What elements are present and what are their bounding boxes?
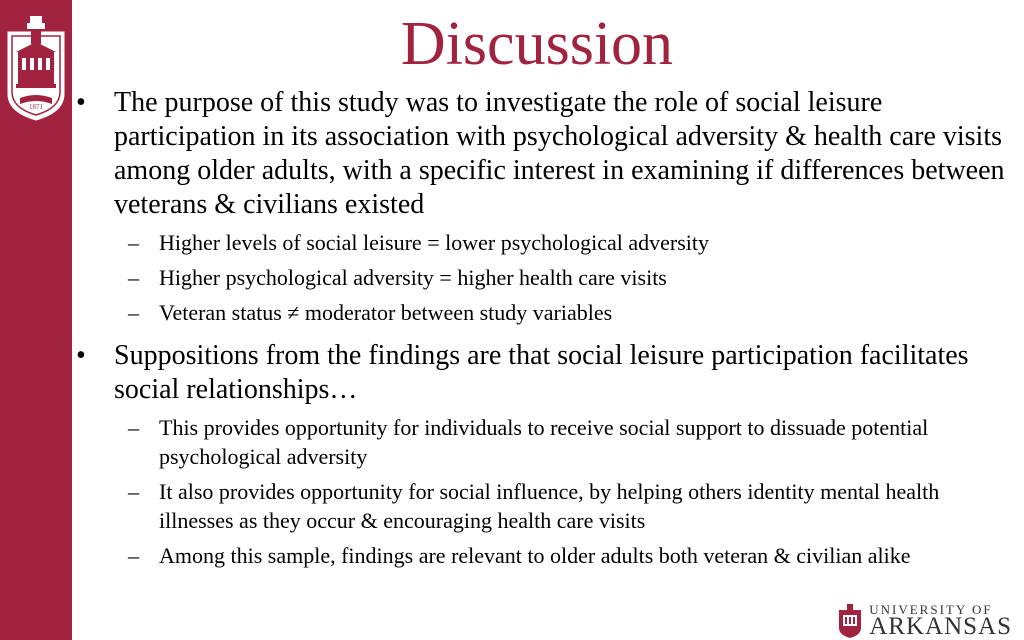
sub-bullet-text: Among this sample, findings are relevant to older adults both veteran & civilian alike [159, 543, 911, 568]
sub-bullet-text: It also provides opportunity for social influence, by helping others identity mental health illnesses as they occur & encouraging health care visits [159, 479, 940, 533]
sub-bullet-text: Higher levels of social leisure = lower psychological adversity [159, 230, 710, 255]
sub-bullet [114, 541, 1016, 570]
sub-bullet-text: Veteran status ≠ moderator between study variables [159, 300, 613, 325]
bullet-marker: • [76, 87, 86, 118]
sub-bullet-marker: – [128, 479, 139, 504]
sub-bullet [114, 477, 1016, 535]
seal-year: 1871 [29, 103, 43, 111]
sub-bullet-marker: – [128, 415, 139, 440]
sub-bullet [114, 263, 1016, 292]
sub-bullet [114, 413, 1016, 471]
bullet-suppositions [76, 339, 1016, 570]
sub-bullet-text: This provides opportunity for individuals to receive social support to dissuade potential psychological adversity [159, 415, 929, 469]
bullet-marker: • [76, 340, 86, 371]
slide-title: Discussion [400, 10, 674, 78]
sub-bullet-marker: – [128, 265, 139, 290]
sub-bullet-marker: – [128, 230, 139, 255]
sub-bullet-marker: – [128, 543, 139, 568]
slide-body [76, 86, 1016, 570]
sub-bullet [114, 298, 1016, 327]
sub-bullet-text: Higher psychological adversity = higher health care visits [159, 265, 667, 290]
logo-line-university: UNIVERSITY OF [869, 602, 993, 617]
bullet-text: The purpose of this study was to investigate the role of social leisure participation in its association with psychological adversity & health care visits among older adults, with a specific interest in examining if differences between veterans & civilians existed [114, 87, 1005, 220]
logo-line-arkansas: ARKANSAS [869, 613, 1012, 640]
mini-seal-icon [837, 604, 863, 638]
sub-bullet [114, 228, 1016, 257]
bullet-text: Suppositions from the findings are that social leisure participation facilitates social relationships… [114, 340, 969, 405]
bullet-purpose [76, 86, 1016, 327]
sub-bullet-marker: – [128, 300, 139, 325]
university-of-arkansas-logo [837, 603, 1012, 638]
